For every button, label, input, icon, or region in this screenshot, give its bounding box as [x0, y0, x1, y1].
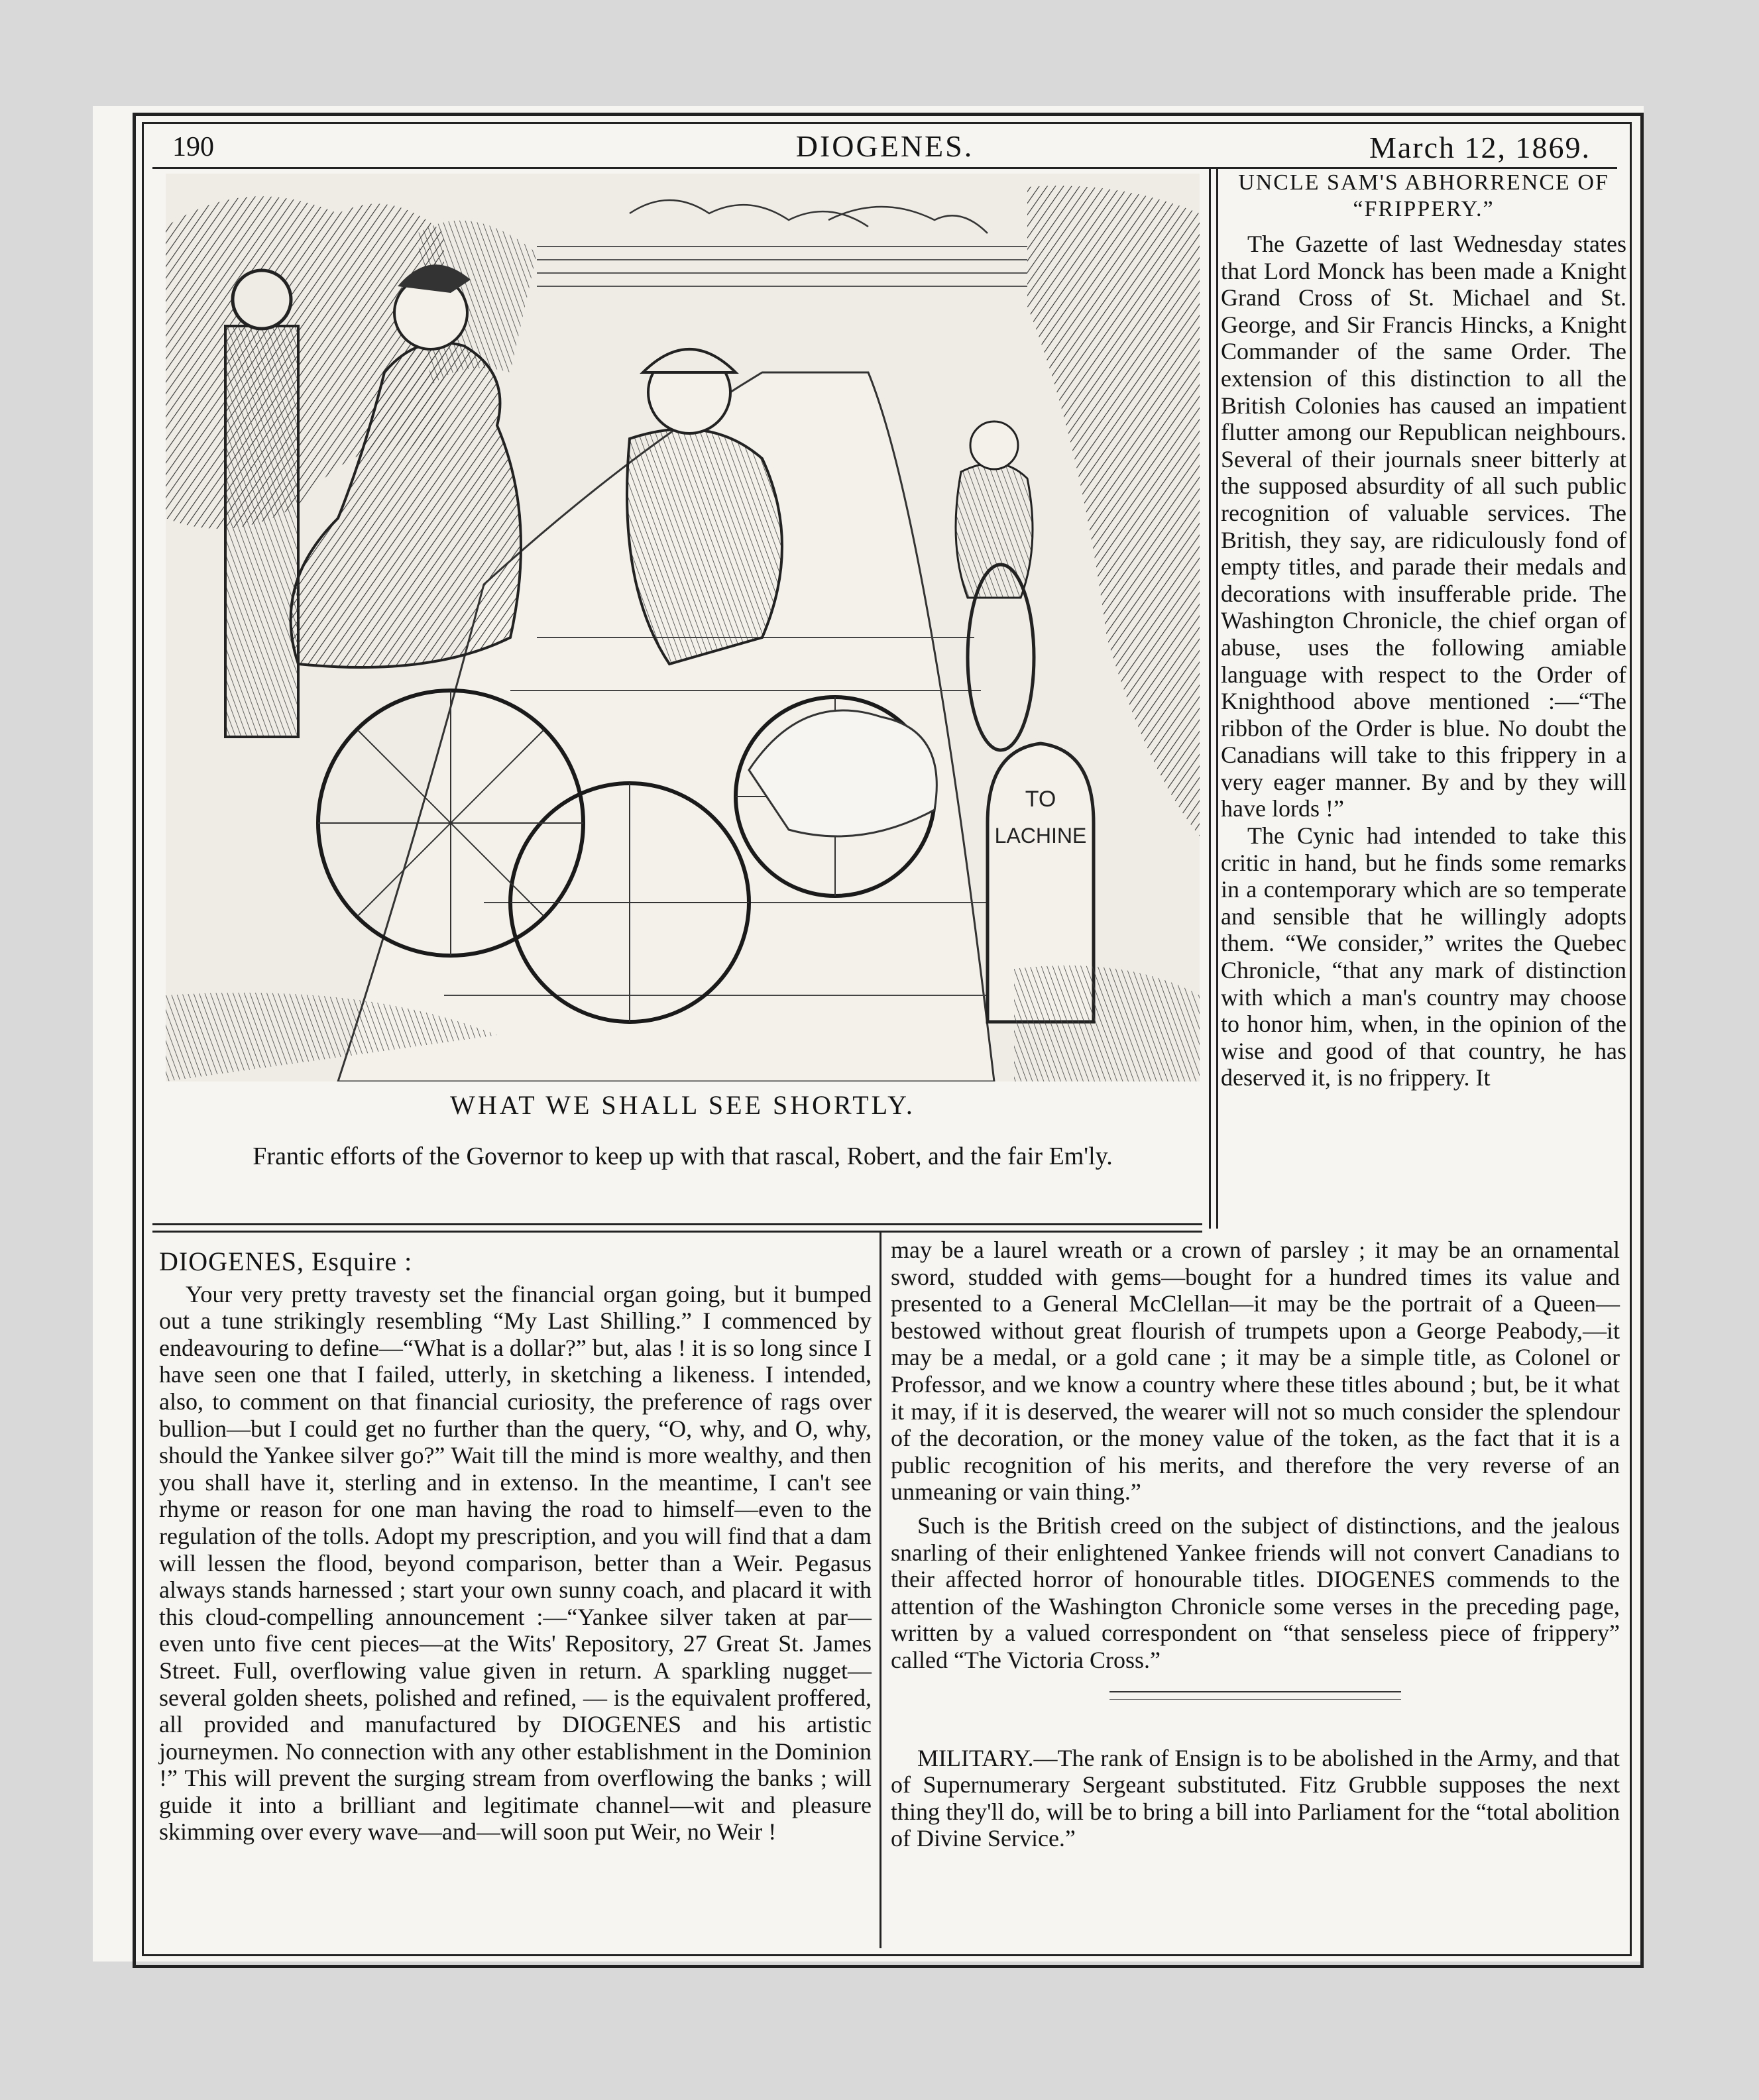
article-uncle-sam: [1221, 170, 1626, 1091]
page-number: 190: [172, 132, 214, 162]
periodical-title: DIOGENES.: [795, 129, 974, 163]
governor-figure: [627, 429, 782, 664]
letter-body: Your very pretty travesty set the financial organ going, but it bumped out a tune strikingly resembling “My Last Shilling.” I commenced by endeavouring to define—“What is a dollar?” but, alas ! it is so long since I have seen one that I failed, utterly, in sketching a likeness. I intended, also, to comment on that financial curiosity, the preference of rags over bullion—but I could get no further than the query, “O, why, and O, why, should the Yankee silver go?” Wait till the mind is more wealthy, and then you shall have it, sterling and in extenso. In the meantime, I can't see rhyme or reason for one man having the road to himself—even to the regulation of the tolls. Adopt my prescription, and you will find that a dam will lessen the flood, beyond comparison, better than a Weir. Pegasus always stands harnessed ; start your own sunny coach, and placard it with this cloud-compelling announcement :—“Yankee silver taken at par—even unto five cent pieces—at the Wits' Repository, 27 Great St. James Street. Full, overflowing value given in return. A sparkling nugget—several golden sheets, polished and refined, — is the equivalent proffered, all provided and manufactured by DIOGENES and his artistic journeymen. No connection with any other establishment in the Dominion !” This will prevent the surging stream from overflowing the banks ; will guide it into a brilliant and legitimate channel—wit and pleasure skimming over every wave—and—will soon put Weir, no Weir !: [159, 1280, 872, 1846]
horizontal-rule: [152, 1223, 1202, 1233]
military-item: MILITARY.—The rank of Ensign is to be abolished in the Army, and that of Supernumerary Sergeant substituted. Fitz Grubble supposes the next thing they'll do, will be to bring a bill into Parliament for the “total abolition of Divine Service.”: [891, 1744, 1620, 1852]
issue-date: March 12, 1869.: [1369, 131, 1591, 164]
cartoon-title: WHAT WE SHALL SEE SHORTLY.: [450, 1090, 915, 1120]
letter-to-diogenes: [159, 1248, 872, 1846]
signpost-line1: TO: [1025, 787, 1056, 812]
continued-paragraph: may be a laurel wreath or a crown of parsley ; it may be an ornamental sword, studded with gems—bought for a hundred times its value and presented to a General McClellan—it may be the portrait of a Queen—bestowed without great flourish of trumpets upon a George Peabody,—it may be a medal, or a gold cane ; it may be a simple title, as Colonel or Professor, and we know a country where these titles abound ; but, be it what it may, if it is deserved, the wearer will not so much consider the splendour of the decoration, or the money value of the token, as the fact that it is a public recognition of his merits, and therefore the very reverse of an unmeaning or vain thing.”: [891, 1237, 1620, 1506]
column-rule-middle: [880, 1233, 881, 1948]
cartoon-caption: Frantic efforts of the Governor to keep up with that rascal, Robert, and the fair Em'ly.: [253, 1142, 1113, 1170]
cartoon-illustration: [166, 174, 1200, 1081]
article-paragraph: The Gazette of last Wednesday states that Lord Monck has been made a Knight Grand Cross of St. Michael and St. George, and Sir Francis Hincks, a Knight Commander of the same Order. The extension of this distinction to all the British Colonies has caused an impatient flutter among our Republican neighbours. Several of their journals sneer bitterly at the supposed absurdity of all such public recognition of valuable services. The British, they say, are ridiculously fond of empty titles, and parade their medals and decorations with insufferable pride. The Washington Chronicle, the chief organ of abuse, uses the following amiable language with respect to the Order of Knighthood above mentioned :—“The ribbon of the Order is blue. No doubt the Canadians will take to this frippery in a very eager manner. By and by they will have lords !”: [1221, 231, 1626, 822]
letter-salutation: DIOGENES, Esquire :: [159, 1246, 413, 1276]
robert-figure: [956, 463, 1033, 598]
article-paragraph: Such is the British creed on the subject of distinctions, and the jealous snarling of their enlightened Yankee friends will not convert Canadians to their affected horror of honourable titles. DIOGENES commends to the attention of the Washington Chronicle some verses in the preceding page, written by a valued correspondent on “that senseless piece of frippery” called “The Victoria Cross.”: [891, 1512, 1620, 1673]
cartoon-drawing: [166, 174, 1200, 1081]
article-paragraph: The Cynic had intended to take this critic in hand, but he finds some remarks in a contemporary which are so temperate and sensible that he willingly adopts them. “We consider,” writes the Quebec Chronicle, “that any mark of distinction with which a man's country may choose to honor him, when, in the opinion of the wise and good of that country, he has deserved it, is no frippery. It: [1221, 822, 1626, 1091]
signpost-line2: LACHINE: [994, 824, 1087, 848]
ornamental-divider: [1109, 1691, 1401, 1700]
article-heading: UNCLE SAM'S ABHORRENCE OF “FRIPPERY.”: [1238, 170, 1609, 221]
article-continuation: [891, 1237, 1620, 1852]
page-header: [152, 126, 1617, 169]
column-rule-right: [1209, 168, 1218, 1229]
